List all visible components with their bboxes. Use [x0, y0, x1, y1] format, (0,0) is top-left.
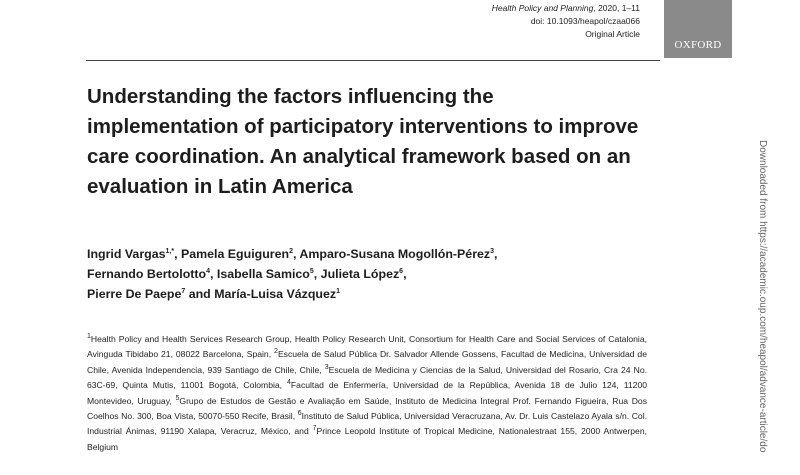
author-name: Ingrid Vargas — [87, 247, 166, 261]
affiliation-number: 3 — [324, 363, 329, 371]
author-separator: and — [185, 287, 215, 301]
author-affiliation-mark: 2 — [289, 247, 293, 255]
affiliation-number: 2 — [274, 348, 278, 356]
affiliation-number: 5 — [175, 394, 180, 402]
author-separator: , — [292, 247, 300, 261]
journal-header — [280, 2, 640, 41]
affiliation-text: Escuela de Salud Pública Dr. Salvador Allende Gossens, Facultad de Medicina, Universidad de Chile, Avenida Independencia, 939 Santiago de Chile, Chile, — [87, 349, 647, 375]
header-rule — [86, 60, 660, 61]
download-watermark: Downloaded from https://academic.oup.com/heapol/advance-article/do — [757, 140, 768, 453]
author — [299, 247, 497, 261]
author — [87, 287, 214, 301]
author-separator: , — [313, 267, 321, 281]
author — [214, 287, 340, 301]
author-affiliation-mark: 1,* — [165, 247, 175, 255]
journal-year-pages: , 2020, 1–11 — [593, 3, 640, 13]
author-affiliation-mark: 5 — [309, 267, 314, 275]
author-affiliation-mark: 1 — [336, 287, 340, 295]
affiliation-text: Facultad de Enfermería, Universidad de la República, Avenida 18 de Julio 124, 11200 Montevideo, Uruguay, — [87, 380, 648, 406]
author-name: Isabella Samico — [216, 267, 310, 281]
doi[interactable]: doi: 10.1093/heapol/czaa066 — [530, 16, 640, 26]
author-affiliation-mark: 7 — [181, 287, 186, 295]
article-type: Original Article — [585, 29, 640, 39]
publisher-logo-text: OXFORD — [674, 39, 722, 51]
author-name: Julieta López — [320, 267, 400, 281]
author-affiliation-mark: 3 — [490, 247, 495, 255]
journal-citation — [280, 2, 640, 15]
affiliation-text: Prince Leopold Institute of Tropical Medicine, Nationalestraat 155, 2000 Antwerpen, Belgium — [87, 426, 647, 452]
author-name: Fernando Bertolotto — [87, 267, 207, 281]
author-separator: , — [494, 247, 498, 261]
author-name: Pierre De Paepe — [87, 287, 182, 301]
author-separator: , — [174, 247, 181, 261]
author — [217, 267, 321, 281]
publisher-logo — [664, 0, 732, 58]
affiliation-text: Grupo de Estudos de Gestão e Avaliação em Saúde, Instituto de Medicina Integral Prof. Fernando Figueira, Rua Dos Coelhos No. 300, Boa Vista, 50070-550 Recife, Brasil, — [87, 395, 647, 422]
affiliation-number: 7 — [312, 425, 317, 433]
article-title: Understanding the factors influencing the implementation of participatory interventions to improve care coordination. An analytical framework based on an evaluation in Latin America — [87, 85, 639, 198]
author-name: Pamela Eguiguren — [180, 247, 290, 261]
affiliation-text: Instituto de Salud Pública, Universidad Veracruzana, Av. Dr. Luis Castelazo Ayala s/n. Col. Industrial Ánimas, 91190 Xalapa, Veracruz, México, and — [87, 411, 648, 437]
author — [87, 247, 181, 261]
author-affiliation-mark: 4 — [206, 267, 210, 275]
journal-title: Health Policy and Planning — [491, 3, 594, 13]
affiliation-text: Health Policy and Health Services Research Group, Health Policy Research Unit, Consortium for Health Care and Social Services of Catalonia, Avinguda Tibidabo 21, 08022 Barcelona, Spain, — [87, 334, 647, 360]
affiliation-number: 1 — [87, 333, 91, 341]
author-list — [87, 244, 657, 304]
author-name: María-Luisa Vázquez — [214, 287, 337, 301]
affiliation-text: Escuela de Medicina y Ciencias de la Salud, Universidad del Rosario, Cra 24 No. 63C-69, Quinta Mutis, 11001 Bogotá, Colombia, — [87, 364, 647, 391]
author-separator: , — [210, 267, 217, 281]
affiliation-number: 6 — [297, 410, 302, 418]
affiliation-number: 4 — [287, 379, 291, 387]
author-name: Amparo-Susana Mogollón-Pérez — [299, 247, 491, 261]
author — [181, 247, 299, 261]
author — [321, 267, 407, 281]
author-separator: , — [403, 267, 407, 281]
author — [87, 267, 217, 281]
affiliations — [87, 332, 647, 455]
author-affiliation-mark: 6 — [399, 267, 404, 275]
